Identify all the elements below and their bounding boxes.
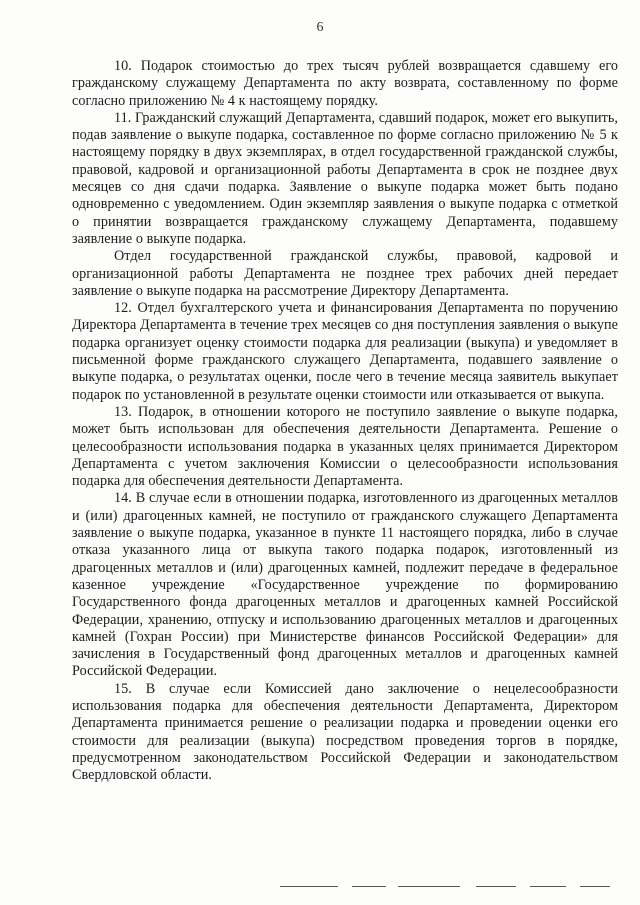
scan-mark	[580, 886, 610, 887]
document-body	[72, 58, 618, 784]
paragraph-15: 15. В случае если Комиссией дано заключение о нецелесообразности использования подарка для обеспечения деятельности Департамента, Директором Департамента принимается решение о реализации подарка и проведении оценки его стоимости для реализации (выкупа) посредством проведения торгов в порядке, предусмотренном законодательством Российской Федерации и законодательством Свердловской области.	[72, 680, 618, 784]
scan-mark	[530, 886, 566, 887]
paragraph-13: 13. Подарок, в отношении которого не поступило заявление о выкупе подарка, может быть использован для обеспечения деятельности Департамента. Решение о целесообразности использования подарка в указанных целях принимается Директором Департамента с учетом заключения Комиссии о целесообразности использования подарка для обеспечения деятельности Департамента.	[72, 403, 618, 490]
scan-mark	[476, 886, 516, 887]
paragraph-11: 11. Гражданский служащий Департамента, сдавший подарок, может его выкупить, подав заявление о выкупе подарка, составленное по форме согласно приложению № 5 к настоящему порядку в двух экземплярах, в отдел государственной гражданской службы, правовой, кадровой и организационной работы Департамента в срок не позднее двух месяцев со дня сдачи подарка. Заявление о выкупе подарка может быть подано одновременно с уведомлением. Один экземпляр заявления о выкупе подарка с отметкой о принятии возвращается гражданскому служащему Департамента, подавшему заявление о выкупе подарка.	[72, 109, 618, 247]
scan-mark	[280, 886, 338, 887]
scan-mark	[352, 886, 386, 887]
paragraph-12: 12. Отдел бухгалтерского учета и финансирования Департамента по поручению Директора Департамента в течение трех месяцев со дня поступления заявления о выкупе подарка организует оценку стоимости подарка для реализации (выкупа) и уведомляет в письменной форме гражданского служащего Департамента, подавшего заявление о выкупе подарка, о результатах оценки, после чего в течение месяца заявитель выкупает подарок по установленной в результате оценки стоимости или отказывается от выкупа.	[72, 300, 618, 403]
page-number: 6	[316, 20, 324, 35]
scan-mark	[398, 886, 460, 887]
paragraph-14: 14. В случае если в отношении подарка, изготовленного из драгоценных металлов и (или) драгоценных камней, не поступило от гражданского служащего Департамента заявление о выкупе подарка, указанное в пункте 11 настоящего порядка, либо в случае отказа указанного лица от выкупа такого подарка подарок, изготовленный из драгоценных металлов и (или) драгоценных камней, подлежит передаче в федеральное казенное учреждение «Государственное учреждение по формированию Государственного фонда драгоценных металлов и драгоценных камней Российской Федерации, хранению, отпуску и использованию драгоценных металлов и драгоценных камней (Гохран России) при Министерстве финансов Российской Федерации» для зачисления в Государственный фонд драгоценных металлов и драгоценных камней Российской Федерации.	[72, 490, 618, 680]
scan-artifact-marks	[280, 886, 620, 889]
paragraph-10: 10. Подарок стоимостью до трех тысяч рублей возвращается сдавшему его гражданскому служащему Департамента по акту возврата, составленному по форме согласно приложению № 4 к настоящему порядку.	[72, 58, 618, 109]
paragraph-11-continued: Отдел государственной гражданской службы, правовой, кадровой и организационной работы Департамента не позднее трех рабочих дней передает заявление о выкупе подарка на рассмотрение Директору Департамента.	[72, 248, 618, 299]
